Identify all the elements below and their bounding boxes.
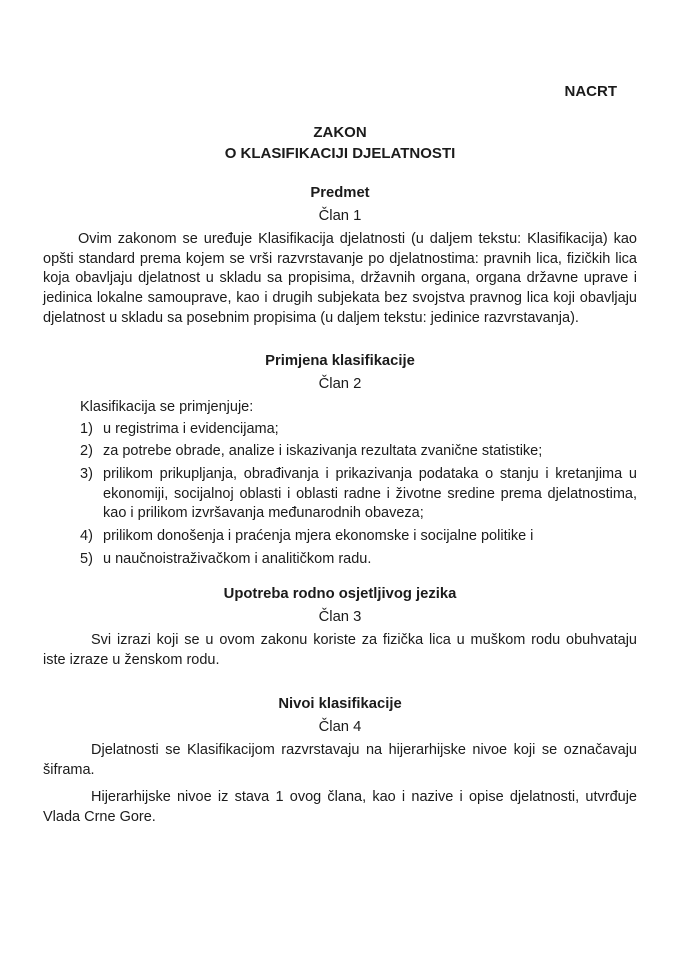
- section-heading-primjena: Primjena klasifikacije: [265, 352, 415, 369]
- list-item-number: 1): [80, 420, 93, 437]
- numbered-list-clan-2: [80, 420, 637, 570]
- paragraph-clan-3: Svi izrazi koji se u ovom zakonu koriste za fizička lica u muškom rodu obuhvataju iste izraze u ženskom rodu.: [43, 632, 637, 669]
- list-intro-clan-2: Klasifikacija se primjenjuje:: [80, 398, 254, 415]
- article-number-clan-4: Član 4: [318, 718, 362, 735]
- list-item-number: 5): [80, 550, 93, 567]
- list-item: [80, 550, 637, 570]
- list-item-number: 3): [80, 465, 93, 482]
- section-predmet: [43, 183, 637, 329]
- list-item-text: u registrima i evidencijama;: [103, 420, 279, 437]
- draft-label: NACRT: [564, 83, 617, 100]
- list-item: [80, 465, 637, 524]
- section-heading-nivoi: Nivoi klasifikacije: [278, 695, 402, 712]
- list-item: [80, 420, 637, 440]
- article-number-clan-2: Član 2: [318, 375, 362, 392]
- section-heading-jezik: Upotreba rodno osjetljivog jezika: [223, 586, 457, 603]
- list-item-number: 4): [80, 528, 93, 545]
- section-jezik: [43, 584, 637, 670]
- section-heading-predmet: Predmet: [310, 185, 370, 201]
- list-item-number: 2): [80, 443, 93, 460]
- list-item: [80, 442, 637, 462]
- paragraph-clan-4-stav-1: Djelatnosti se Klasifikacijom razvrstavaju na hijerarhijske nivoe koji se označavaju šiframa.: [43, 741, 637, 778]
- document-title-line-1: ZAKON: [313, 124, 367, 141]
- section-primjena: [43, 351, 637, 570]
- article-number-clan-1: Član 1: [318, 208, 362, 224]
- list-item-text: u naučnoistraživačkom i analitičkom radu.: [103, 550, 372, 567]
- document-title-line-2: O KLASIFIKACIJI DJELATNOSTI: [224, 145, 456, 162]
- paragraph-clan-1: Ovim zakonom se uređuje Klasifikacija djelatnosti (u daljem tekstu: Klasifikacija) kao opšti standard prema kojem se vrši razvrstavanje po djelatnostima: pravnih lica, fizičkih lica koja obavljaju djelatnost u skladu sa propisima, državnih organa, organa državne uprave i jedinica lokalne samouprave, kao i drugih subjekata bez svojstva pravnog lica koji obavljaju djelatnost u skladu sa posebnim propisima (u daljem tekstu: jedinice razvrstavanja).: [43, 231, 637, 326]
- list-item: [80, 527, 637, 547]
- list-item-text: prilikom donošenja i praćenja mjera ekonomske i socijalne politike i: [103, 528, 534, 545]
- article-number-clan-3: Član 3: [318, 609, 362, 626]
- section-nivoi: [43, 694, 637, 828]
- document-title: [43, 122, 637, 164]
- list-item-text: za potrebe obrade, analize i iskazivanja rezultata zvanične statistike;: [103, 443, 543, 460]
- paragraph-clan-4-stav-2: Hijerarhijske nivoe iz stava 1 ovog člana, kao i nazive i opise djelatnosti, utvrđuje Vlada Crne Gore.: [43, 789, 637, 825]
- list-item-text: prilikom prikupljanja, obrađivanja i prikazivanja podataka o stanju i kretanjima u ekonomiji, socijalnoj oblasti i oblasti radne i životne sredine prema djelatnostima, kao i prilikom izvršavanja međunarodnih obaveza;: [103, 465, 637, 522]
